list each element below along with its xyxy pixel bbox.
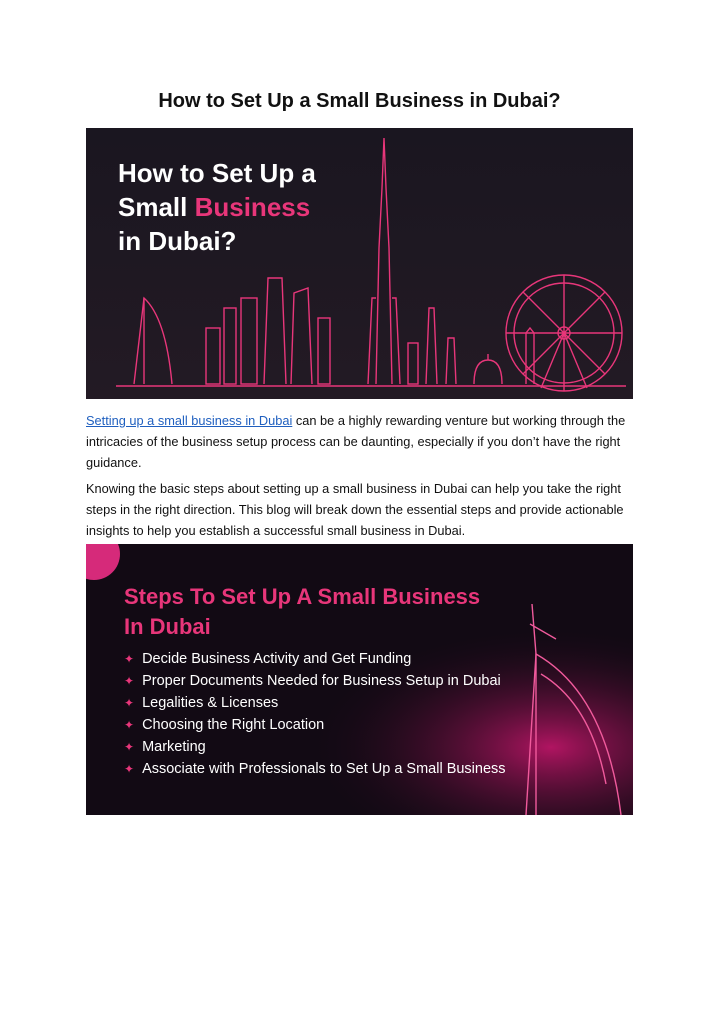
hero-headline-small: Small <box>118 192 195 222</box>
step-label: Choosing the Right Location <box>142 717 325 733</box>
step-label: Associate with Professionals to Set Up a Small Business <box>142 761 506 777</box>
hero-banner-headline <box>118 156 316 258</box>
steps-list <box>124 648 506 780</box>
intro-paragraph-text: can be a highly rewarding venture but working through the intricacies of the business setup process can be daunting, especially if you don’t have the right guidance. <box>86 413 626 470</box>
sparkle-icon: ✦ <box>124 674 135 688</box>
list-item <box>124 714 506 736</box>
steps-title-line1: Steps To Set Up A Small Business <box>124 584 481 609</box>
step-label: Proper Documents Needed for Business Setup in Dubai <box>142 673 501 689</box>
list-item <box>124 648 506 670</box>
step-label: Marketing <box>142 739 206 755</box>
steps-title-line2: In Dubai <box>124 614 211 639</box>
list-item <box>124 758 506 780</box>
step-label: Legalities & Licenses <box>142 695 279 711</box>
hero-headline-line2 <box>118 190 316 224</box>
list-item <box>124 736 506 758</box>
intro-paragraph <box>86 410 634 473</box>
steps-banner-image <box>86 544 633 815</box>
sparkle-icon: ✦ <box>124 718 135 732</box>
steps-banner-title <box>124 582 480 642</box>
sparkle-icon: ✦ <box>124 762 135 776</box>
overview-paragraph: Knowing the basic steps about setting up a small business in Dubai can help you take the right steps in the right direction. This blog will break down the essential steps and provide actionable insights to help you establish a successful small business in Dubai. <box>86 481 624 538</box>
step-label: Decide Business Activity and Get Funding <box>142 651 412 667</box>
sparkle-icon: ✦ <box>124 740 135 754</box>
sparkle-icon: ✦ <box>124 652 135 666</box>
list-item <box>124 692 506 714</box>
sparkle-icon: ✦ <box>124 696 135 710</box>
small-business-dubai-link[interactable]: Setting up a small business in Dubai <box>86 413 293 428</box>
hero-headline-line1: How to Set Up a <box>118 158 316 188</box>
hero-banner-image <box>86 128 633 399</box>
page-title: How to Set Up a Small Business in Dubai? <box>158 90 561 112</box>
hero-headline-business: Business <box>194 192 311 222</box>
hero-headline-line3: in Dubai? <box>118 226 237 256</box>
list-item <box>124 670 506 692</box>
